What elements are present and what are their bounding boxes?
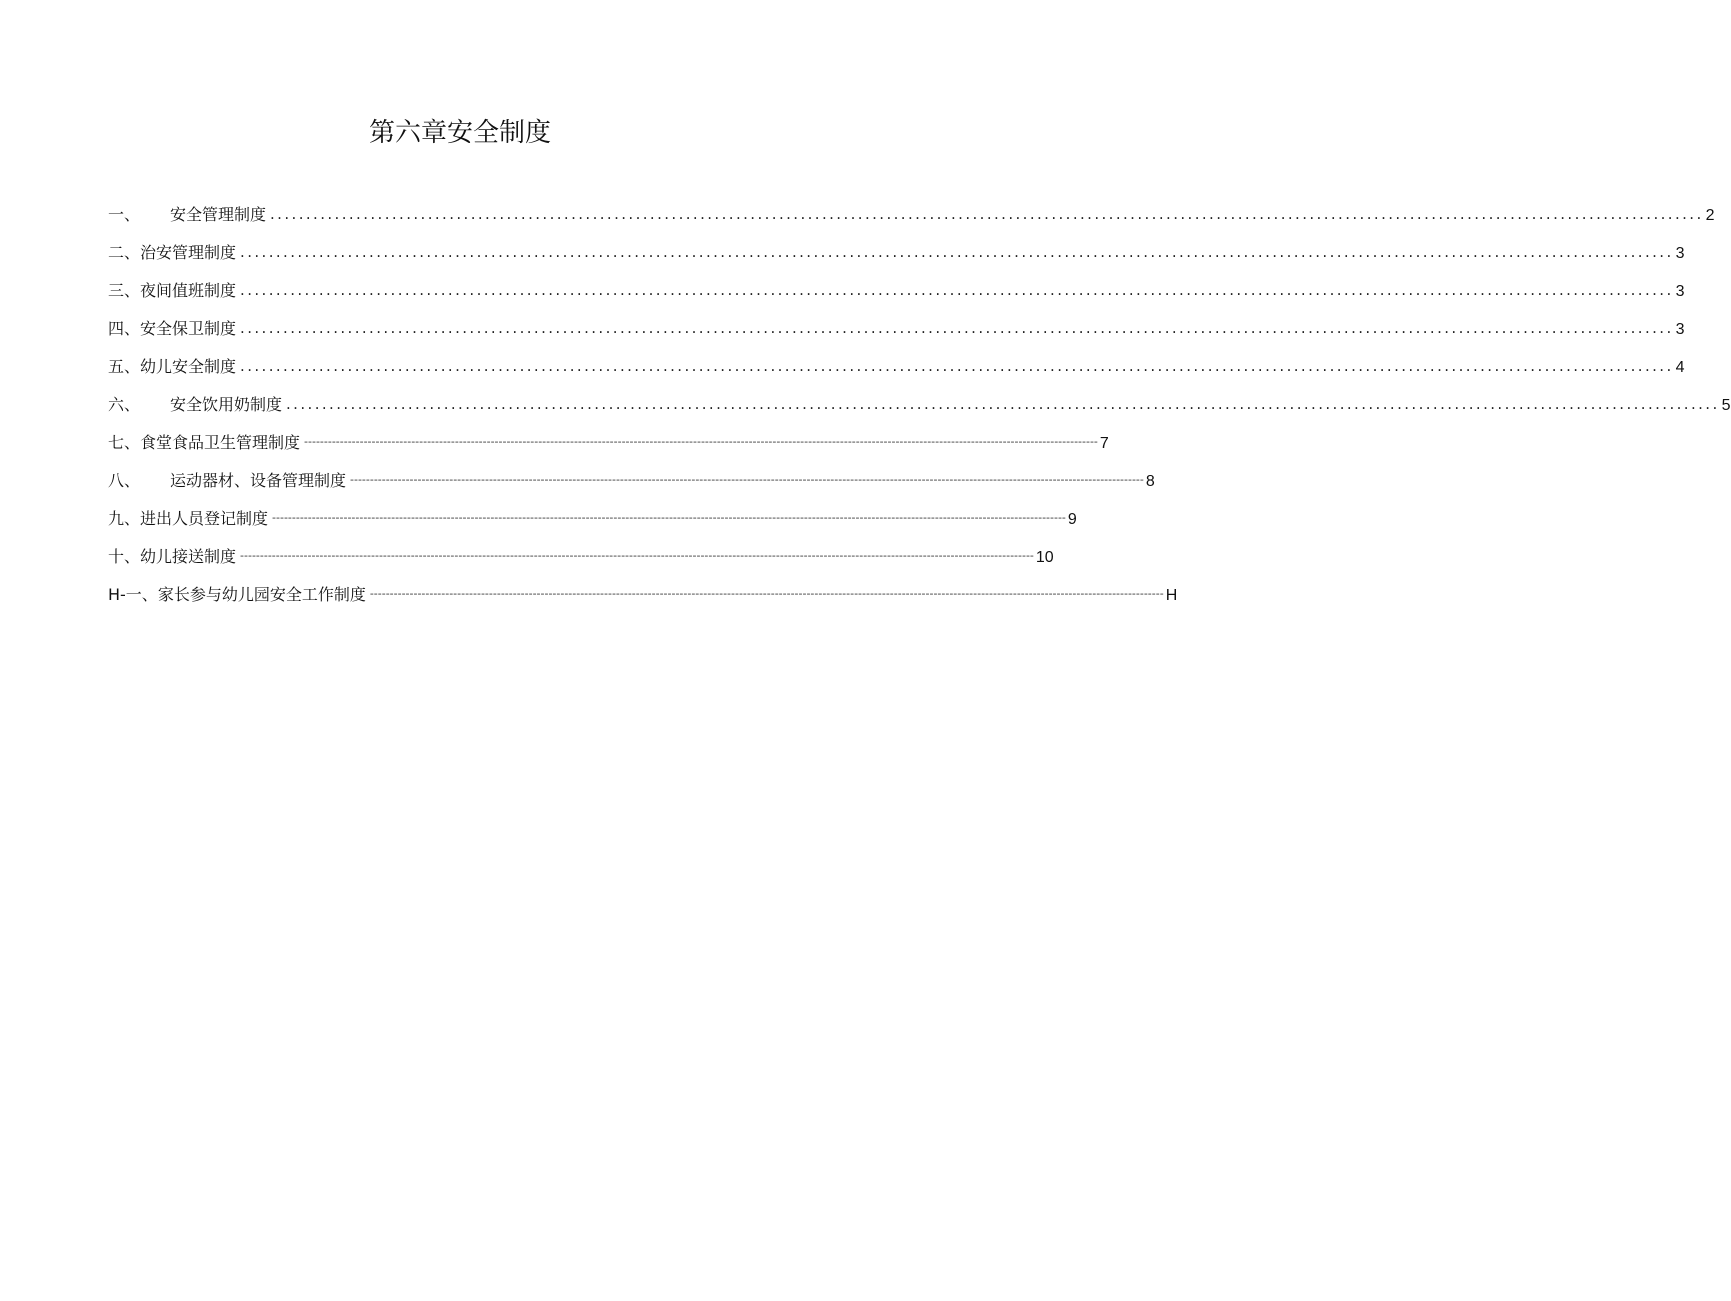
toc-entry-number: 六、 <box>108 395 141 414</box>
toc-leader: ........................................................................................................................................................................................................ <box>240 281 1674 299</box>
toc-leader: -------------------------------------------------------------------------------------------------------------------------------------------------------------------------------------------------------- <box>304 435 1098 448</box>
toc-entry[interactable] <box>108 278 1685 316</box>
toc-entry-title: 运动器材、设备管理制度 <box>170 471 347 490</box>
toc-entry-title: 治安管理制度 <box>140 243 237 262</box>
toc-entry-title: 幼儿接送制度 <box>140 547 237 566</box>
toc-entry-page-number: H <box>1165 587 1178 604</box>
toc-entry-number: 一、 <box>108 205 141 224</box>
toc-leader: ........................................................................................................................................................................................................ <box>240 243 1674 261</box>
toc-entry-number: 二、 <box>108 243 141 262</box>
table-of-contents <box>108 202 1731 620</box>
toc-entry[interactable] <box>108 468 1155 506</box>
toc-entry-page-number: 8 <box>1145 473 1155 490</box>
toc-entry-number: 四、 <box>108 319 141 338</box>
toc-entry[interactable] <box>108 240 1685 278</box>
toc-entry-page-number: 4 <box>1675 359 1685 376</box>
toc-entry-page-number: 3 <box>1675 283 1685 300</box>
toc-leader: ........................................................................................................................................................................................................ <box>240 319 1674 337</box>
toc-entry-number: 九、 <box>108 509 141 528</box>
toc-entry[interactable] <box>108 430 1109 468</box>
toc-leader: -------------------------------------------------------------------------------------------------------------------------------------------------------------------------------------------------------- <box>240 549 1034 562</box>
toc-entry-page-number: 5 <box>1721 397 1731 414</box>
toc-entry-title: 安全管理制度 <box>170 205 267 224</box>
toc-entry-page-number: 2 <box>1705 207 1715 224</box>
toc-leader: -------------------------------------------------------------------------------------------------------------------------------------------------------------------------------------------------------- <box>350 473 1144 486</box>
toc-entry-title: 家长参与幼儿园安全工作制度 <box>157 585 366 604</box>
toc-entry-page-number: 9 <box>1067 511 1077 528</box>
toc-entry-title: 食堂食品卫生管理制度 <box>140 433 301 452</box>
toc-entry-number: 八、 <box>108 471 141 490</box>
toc-leader: ........................................................................................................................................................................................................ <box>240 357 1674 375</box>
toc-entry[interactable] <box>108 202 1715 240</box>
toc-entry-number: 五、 <box>108 357 141 376</box>
toc-entry-title: 幼儿安全制度 <box>140 357 237 376</box>
toc-entry[interactable] <box>108 582 1178 620</box>
toc-entry-title: 安全保卫制度 <box>140 319 237 338</box>
toc-leader: ........................................................................................................................................................................................................ <box>270 205 1704 223</box>
toc-entry[interactable] <box>108 506 1077 544</box>
page-title: 第六章安全制度 <box>368 118 551 148</box>
toc-entry[interactable] <box>108 354 1685 392</box>
toc-entry-number: 三、 <box>108 281 141 300</box>
toc-entry-page-number: 7 <box>1099 435 1109 452</box>
toc-entry-number: 十、 <box>108 547 141 566</box>
toc-leader: -------------------------------------------------------------------------------------------------------------------------------------------------------------------------------------------------------- <box>369 587 1164 600</box>
toc-entry-number: H-一、 <box>108 585 158 604</box>
toc-entry-page-number: 3 <box>1675 321 1685 338</box>
toc-leader: ........................................................................................................................................................................................................ <box>286 395 1720 413</box>
toc-entry-page-number: 10 <box>1035 549 1054 566</box>
toc-entry-page-number: 3 <box>1675 245 1685 262</box>
toc-entry-title: 夜间值班制度 <box>140 281 237 300</box>
toc-entry[interactable] <box>108 316 1685 354</box>
toc-entry-title: 安全饮用奶制度 <box>170 395 283 414</box>
toc-entry-title: 进出人员登记制度 <box>140 509 269 528</box>
toc-entry-number: 七、 <box>108 433 141 452</box>
toc-entry[interactable] <box>108 392 1731 430</box>
toc-leader: -------------------------------------------------------------------------------------------------------------------------------------------------------------------------------------------------------- <box>272 511 1066 524</box>
toc-entry[interactable] <box>108 544 1054 582</box>
